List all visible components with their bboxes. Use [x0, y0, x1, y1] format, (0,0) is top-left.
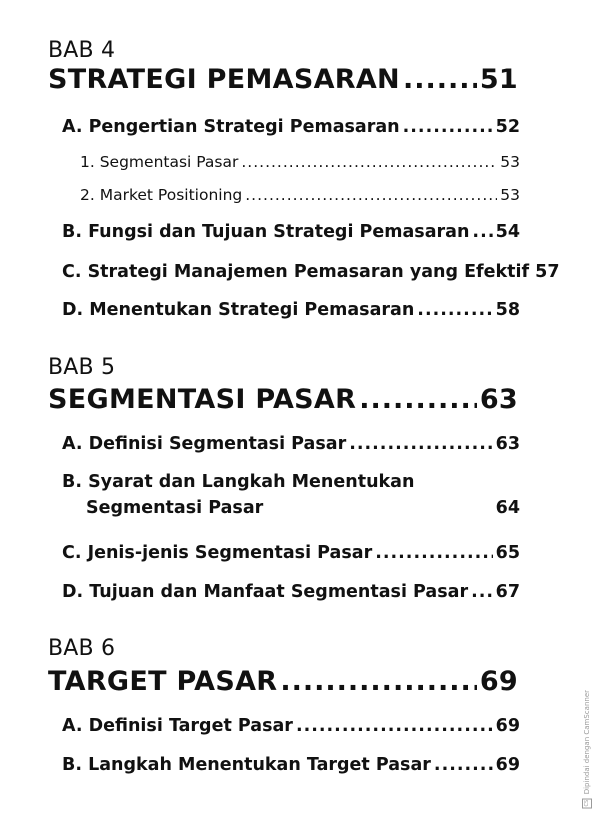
page-number: 51 [479, 64, 518, 95]
page-number: 54 [495, 222, 520, 242]
section-title: D. Menentukan Strategi Pemasaran [62, 300, 415, 320]
chapter-4-entry [48, 64, 518, 95]
section-title-continuation [86, 498, 520, 518]
section-title: A. Definisi Segmentasi Pasar [62, 434, 347, 454]
chapter-title: TARGET PASAR [48, 666, 278, 697]
watermark-text: Dipindai dengan CamScanner [583, 690, 591, 795]
section-entry [62, 300, 520, 320]
dot-leader [403, 117, 493, 137]
section-entry-multiline [62, 472, 520, 518]
dot-leader [417, 300, 492, 320]
dot-leader [471, 582, 493, 602]
page-number: 53 [500, 186, 520, 204]
section-title-line1: B. Syarat dan Langkah Menentukan [62, 472, 415, 492]
dot-leader [241, 153, 497, 171]
page-number: 65 [495, 543, 520, 563]
section-entry [62, 755, 520, 775]
section-entry [62, 117, 520, 137]
page-number: 67 [495, 582, 520, 602]
section-entry [62, 262, 560, 282]
page-number: 69 [495, 716, 520, 736]
section-entry [62, 543, 520, 563]
section-entry [62, 716, 520, 736]
page-number: 52 [495, 117, 520, 137]
bab-4-label: BAB 4 [48, 38, 116, 63]
bab-5-label: BAB 5 [48, 355, 116, 380]
section-entry [62, 222, 520, 242]
section-entry [62, 434, 520, 454]
section-title: A. Definisi Target Pasar [62, 716, 293, 736]
dot-leader [359, 384, 477, 415]
page-number: 57 [535, 262, 560, 282]
dot-leader [280, 666, 476, 697]
chapter-6-entry [48, 666, 518, 697]
page-number: 69 [479, 666, 518, 697]
section-title: B. Langkah Menentukan Target Pasar [62, 755, 431, 775]
bab-6-label: BAB 6 [48, 636, 116, 661]
page-number: 64 [495, 498, 520, 518]
section-title: B. Fungsi dan Tujuan Strategi Pemasaran [62, 222, 470, 242]
section-title-line2: Segmentasi Pasar [86, 498, 264, 518]
section-title: C. Strategi Manajemen Pemasaran yang Efektif [62, 262, 530, 282]
camscanner-logo-icon: CS [584, 800, 590, 807]
page-number: 58 [495, 300, 520, 320]
page-number: 63 [495, 434, 520, 454]
page-number: 69 [495, 755, 520, 775]
section-title: C. Jenis-jenis Segmentasi Pasar [62, 543, 373, 563]
section-title: D. Tujuan dan Manfaat Segmentasi Pasar [62, 582, 469, 602]
subsection-entry [80, 153, 520, 171]
chapter-5-entry [48, 384, 518, 415]
chapter-title: SEGMENTASI PASAR [48, 384, 357, 415]
dot-leader [375, 543, 492, 563]
dot-leader [472, 222, 492, 242]
chapter-title: STRATEGI PEMASARAN [48, 64, 400, 95]
dot-leader [349, 434, 492, 454]
dot-leader [296, 716, 493, 736]
dot-leader [434, 755, 493, 775]
scanner-watermark [582, 690, 592, 809]
dot-leader [245, 186, 497, 204]
page-number: 63 [479, 384, 518, 415]
page-number: 53 [500, 153, 520, 171]
subsection-entry [80, 186, 520, 204]
subsection-title: 2. Market Positioning [80, 186, 243, 204]
section-title: A. Pengertian Strategi Pemasaran [62, 117, 400, 137]
dot-leader [403, 64, 477, 95]
section-entry [62, 582, 520, 602]
subsection-title: 1. Segmentasi Pasar [80, 153, 239, 171]
